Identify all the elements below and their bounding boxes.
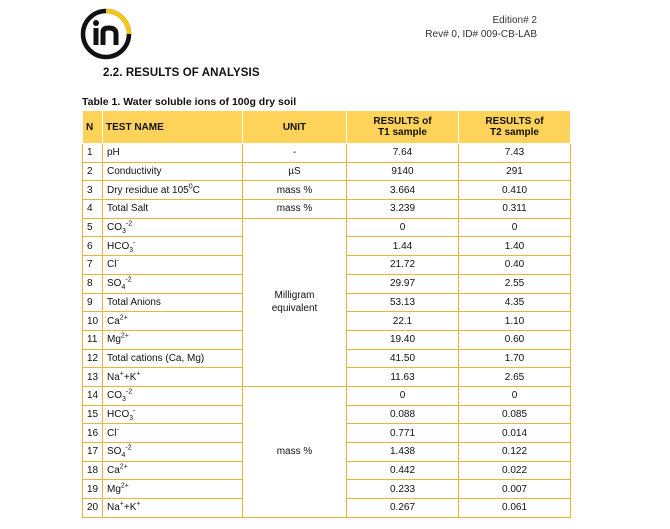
test-name-subscript: 3 [122,396,126,404]
row-number: 14 [83,386,103,405]
row-number: 10 [83,312,103,331]
row-t1-value: 7.64 [347,144,459,163]
row-t1-value: 0 [347,386,459,405]
row-number: 7 [83,256,103,275]
unit-group-mass-percent: mass % [243,386,347,517]
row-t2-value: 0.022 [459,461,571,480]
row-unit: - [243,144,347,163]
row-t2-value: 0.085 [459,405,571,424]
test-name-superscript: - [133,239,136,247]
row-number: 17 [83,443,103,462]
test-name-text: Ca [107,465,120,477]
unit-group-line1: Milligram [274,290,315,302]
section-title: 2.2. RESULTS OF ANALYSIS [103,67,260,79]
row-number: 5 [83,218,103,237]
row-t2-value: 0 [459,386,571,405]
row-test-name [103,461,243,480]
row-unit: µS [243,162,347,181]
table-row [83,162,571,181]
test-name-subscript: 3 [129,414,134,422]
edition-number: Edition# 2 [492,15,537,26]
row-t1-value: 22.1 [347,312,459,331]
row-t1-value: 21.72 [347,256,459,275]
row-t1-value: 41.50 [347,349,459,368]
row-number: 6 [83,237,103,256]
row-t2-value: 2.55 [459,274,571,293]
header-test-name: TEST NAME [103,111,243,144]
test-name-text: Mg [107,483,121,495]
row-t1-value: 3.664 [347,181,459,200]
test-name-text: Total Salt [107,203,149,215]
row-t2-value: 2.65 [459,368,571,387]
row-test-name [103,181,243,200]
results-table [82,110,571,518]
row-number: 18 [83,461,103,480]
row-t2-value: 0.410 [459,181,571,200]
table-row [83,386,571,405]
row-test-name [103,443,243,462]
row-t2-value: 4.35 [459,293,571,312]
row-t2-value: 1.70 [459,349,571,368]
row-test-name [103,386,243,405]
test-name-text: Cl [107,427,117,439]
test-name-superscript: -2 [125,388,133,396]
row-number: 13 [83,368,103,387]
results-table-header [83,111,571,144]
test-name-superscript: 2+ [120,482,129,490]
test-name-text: Na [107,371,120,383]
row-test-name [103,256,243,275]
row-test-name [103,144,243,163]
row-t1-value: 0.771 [347,424,459,443]
test-name-text: Dry residue at 105 [107,184,189,196]
header-unit: UNIT [243,111,347,144]
test-name-suffix: C [192,184,200,196]
row-t1-value: 11.63 [347,368,459,387]
row-t1-value: 53.13 [347,293,459,312]
row-number: 19 [83,480,103,499]
row-t1-value: 1.438 [347,443,459,462]
row-test-name [103,368,243,387]
row-t1-value: 0.442 [347,461,459,480]
test-name-text: CO [107,222,122,234]
test-name-text: Mg [107,334,121,346]
row-t2-value: 0.122 [459,443,571,462]
row-unit: mass % [243,181,347,200]
header-t1-line1: RESULTS of [373,116,432,127]
test-name-text: CO [107,390,122,402]
row-test-name [103,499,243,518]
row-test-name [103,480,243,499]
row-number: 11 [83,330,103,349]
row-t1-value: 0 [347,218,459,237]
test-name-superscript: - [133,407,136,415]
test-name-subscript: 3 [122,228,126,236]
row-test-name [103,424,243,443]
test-name-superscript: 2+ [119,314,128,322]
test-name-subscript: 4 [121,452,126,460]
test-name-text: HCO [107,240,130,252]
test-name-text: Total Anions [107,296,161,308]
row-t2-value: 0.60 [459,330,571,349]
row-t1-value: 0.088 [347,405,459,424]
test-name-text: HCO [107,408,130,420]
header-t2-line2: T2 sample [490,127,539,138]
test-name-text: Na [107,502,120,514]
test-name-subscript: 4 [121,284,126,292]
table-row [83,200,571,219]
row-number: 8 [83,274,103,293]
test-name-superscript-2: + [136,370,141,378]
results-table-body [83,144,571,518]
header-n: N [83,111,103,144]
table-row [83,218,571,237]
row-t2-value: 0.007 [459,480,571,499]
row-t1-value: 29.97 [347,274,459,293]
row-number: 3 [83,181,103,200]
row-t1-value: 0.267 [347,499,459,518]
row-t2-value: 1.10 [459,312,571,331]
row-test-name [103,312,243,331]
header-t2 [459,111,571,144]
table-caption: Table 1. Water soluble ions of 100g dry soil [82,96,297,108]
row-test-name [103,274,243,293]
row-unit: mass % [243,200,347,219]
test-name-text: SO [107,446,122,458]
test-name-superscript: - [116,258,119,266]
table-row [83,144,571,163]
row-test-name [103,237,243,256]
row-test-name [103,349,243,368]
row-number: 4 [83,200,103,219]
test-name-text: SO [107,278,122,290]
test-name-subscript: 3 [129,246,134,254]
test-name-suffix: +K [123,371,137,383]
test-name-text: Ca [107,315,120,327]
row-number: 20 [83,499,103,518]
test-name-superscript: 2+ [120,332,129,340]
header-t1 [347,111,459,144]
row-t2-value: 0.311 [459,200,571,219]
row-t1-value: 1.44 [347,237,459,256]
test-name-superscript: + [119,370,124,378]
test-name-superscript: - [116,426,119,434]
document-edition [425,14,537,42]
unit-group-line2: equivalent [271,303,318,315]
row-t1-value: 9140 [347,162,459,181]
header-t1-line2: T1 sample [378,127,427,138]
test-name-text: pH [107,147,120,159]
row-test-name [103,200,243,219]
row-number: 2 [83,162,103,181]
test-name-text: Conductivity [107,166,162,178]
row-test-name [103,218,243,237]
row-t1-value: 19.40 [347,330,459,349]
unit-group-milligram-equivalent [243,218,347,386]
row-t2-value: 0.061 [459,499,571,518]
test-name-superscript: -2 [125,220,133,228]
test-name-superscript: 2+ [119,463,128,471]
row-number: 1 [83,144,103,163]
row-t2-value: 7.43 [459,144,571,163]
table-row [83,181,571,200]
test-name-superscript: 0 [188,183,193,191]
revision-id: Rev# 0, ID# 009-CB-LAB [425,29,537,40]
row-t2-value: 0 [459,218,571,237]
test-name-text: Total cations (Ca, Mg) [107,352,205,364]
row-test-name [103,330,243,349]
row-test-name [103,293,243,312]
row-number: 15 [83,405,103,424]
test-name-superscript: -2 [125,445,132,453]
row-t1-value: 0.233 [347,480,459,499]
row-number: 12 [83,349,103,368]
row-number: 16 [83,424,103,443]
row-test-name [103,162,243,181]
in-logo-icon [80,8,132,60]
row-t2-value: 0.40 [459,256,571,275]
test-name-suffix: +K [123,502,137,514]
row-t2-value: 291 [459,162,571,181]
test-name-superscript: + [119,501,124,509]
header-t2-line1: RESULTS of [485,116,544,127]
test-name-superscript: -2 [125,276,132,284]
test-name-superscript-2: + [136,501,141,509]
row-t1-value: 3.239 [347,200,459,219]
row-test-name [103,405,243,424]
test-name-text: Cl [107,259,117,271]
row-t2-value: 0.014 [459,424,571,443]
row-number: 9 [83,293,103,312]
row-t2-value: 1.40 [459,237,571,256]
